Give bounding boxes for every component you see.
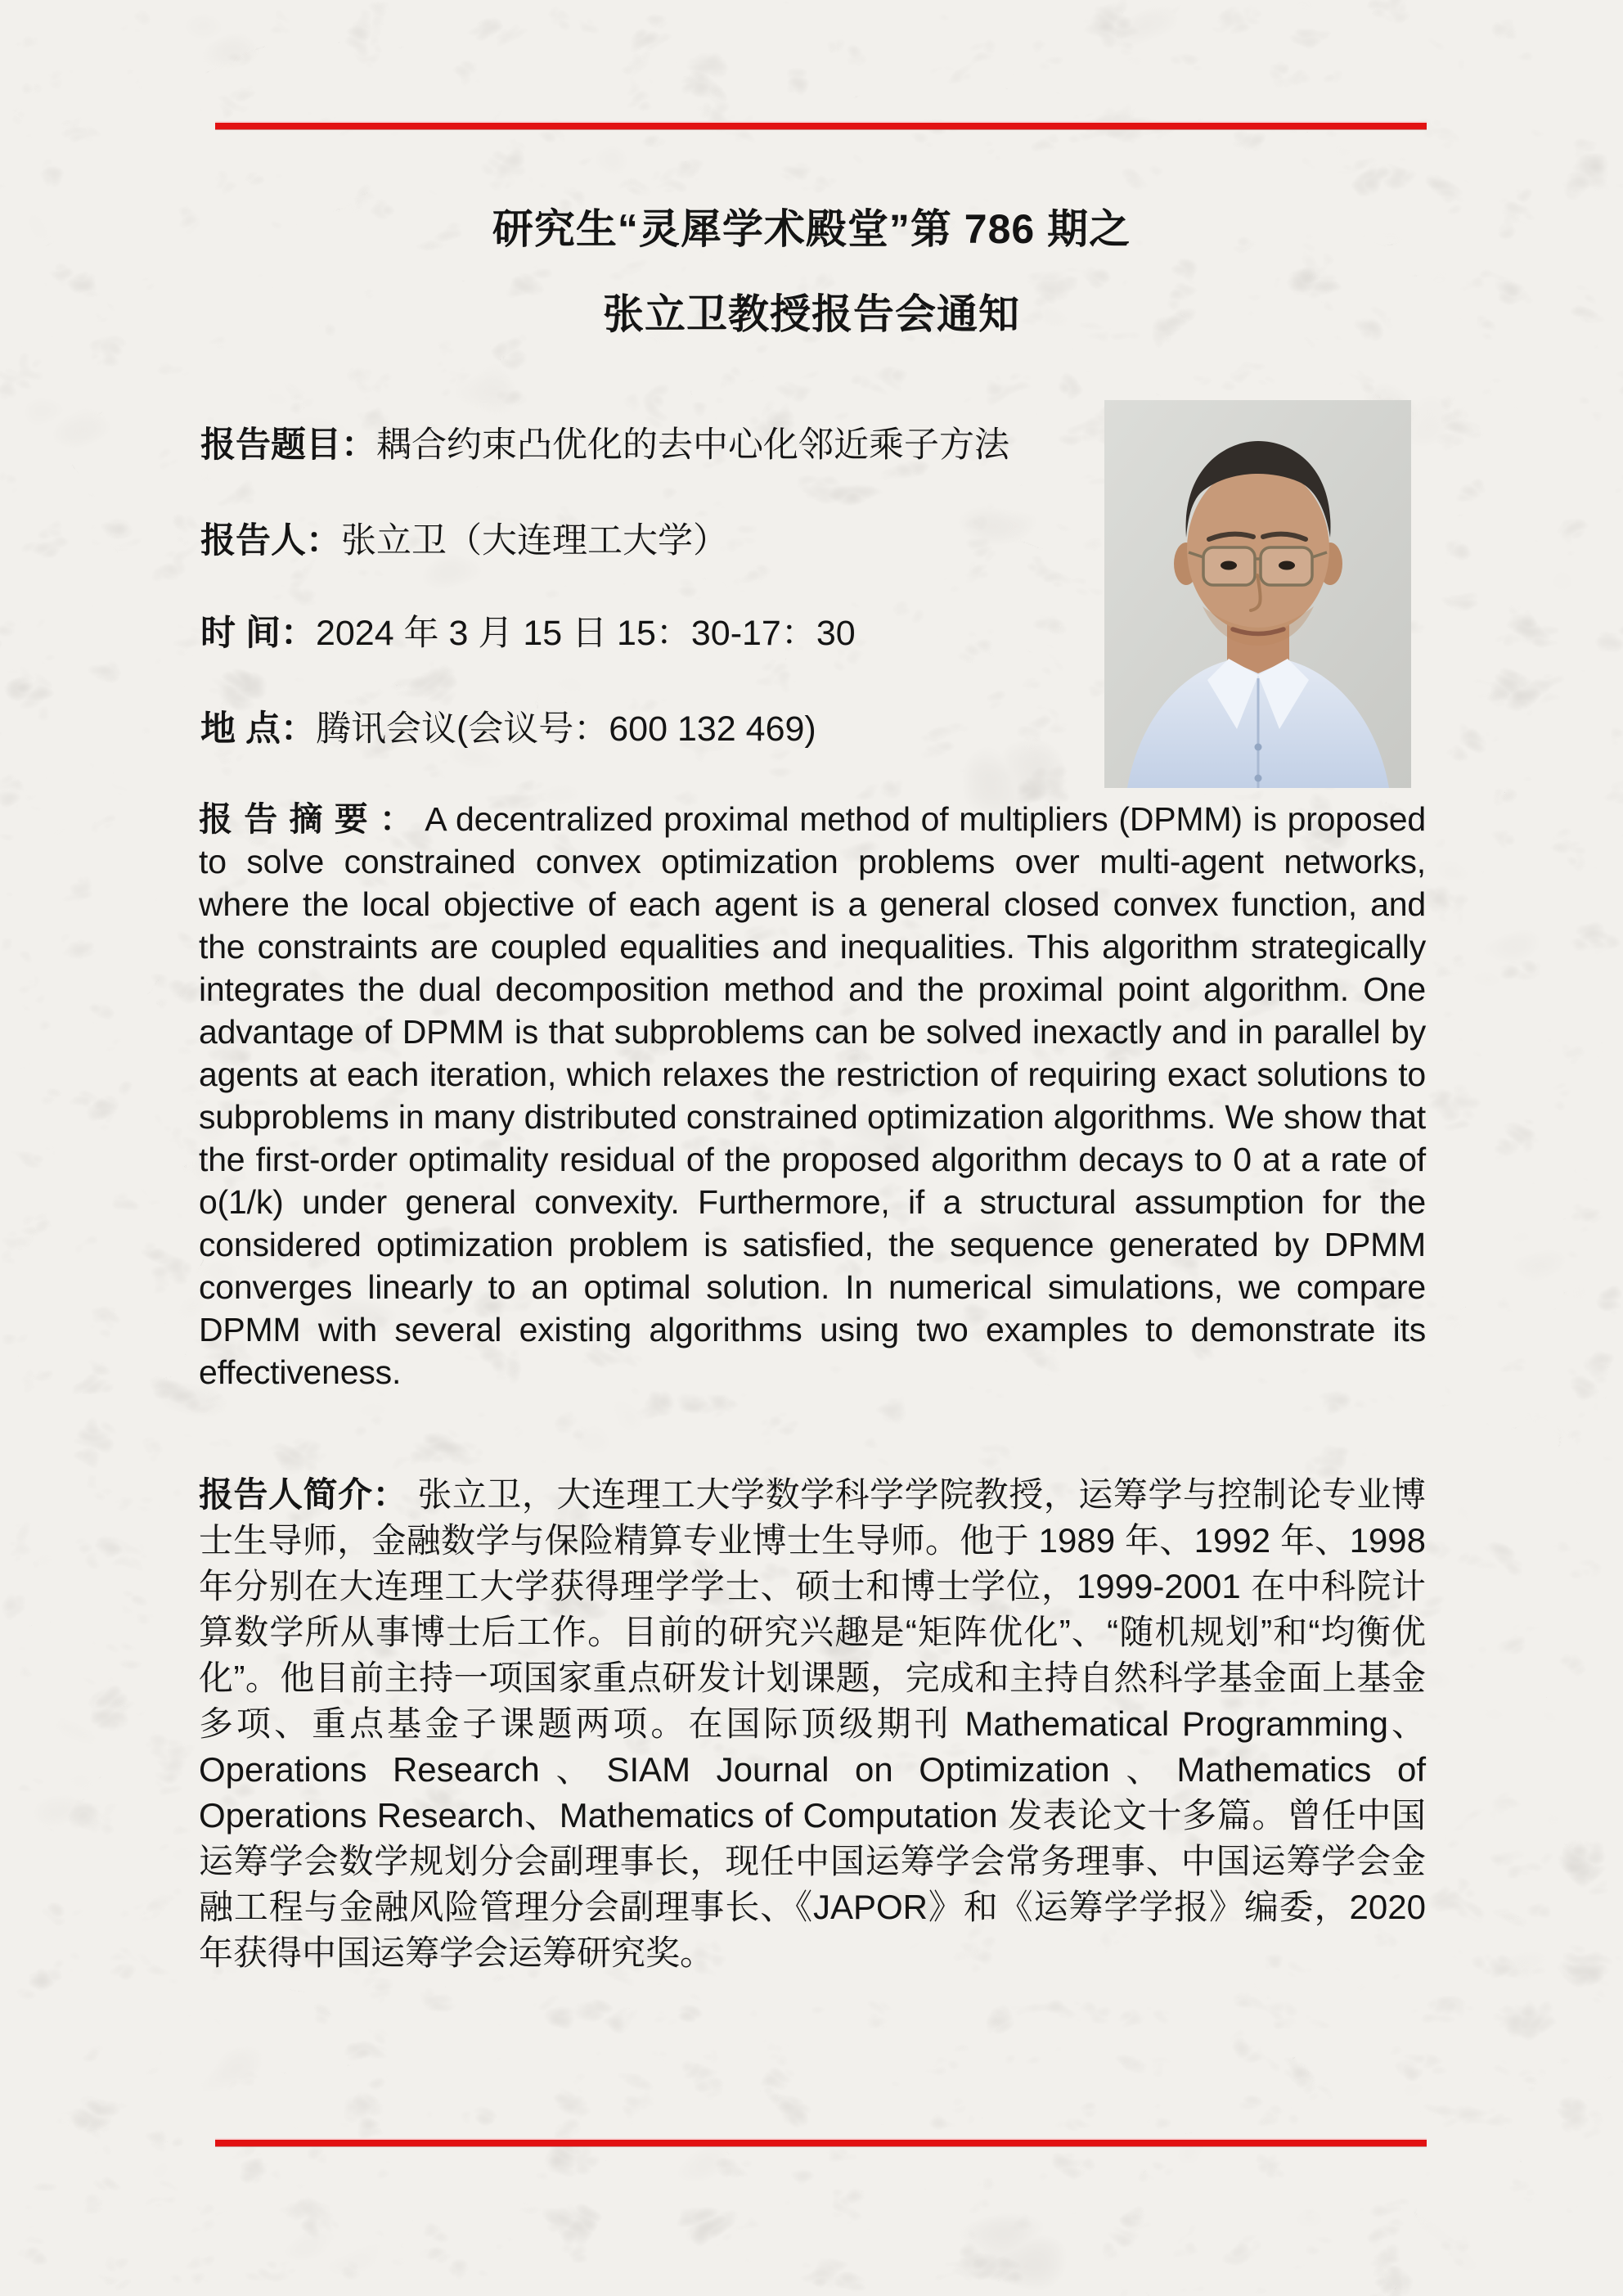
bottom-divider-line xyxy=(215,2138,1427,2146)
report-time-row xyxy=(200,606,1084,655)
report-topic-row xyxy=(200,417,1084,467)
speaker-portrait-illustration xyxy=(1104,400,1411,788)
report-topic-label: 报告题目： xyxy=(200,425,376,465)
report-venue-value: 腾讯会议(会议号：600 132 469) xyxy=(315,709,816,749)
abstract-paragraph xyxy=(199,798,1426,1393)
abstract-label: 报 告 摘 要 ： xyxy=(199,800,415,838)
speaker-photo xyxy=(1104,400,1411,788)
bio-text: 张立卫，大连理工大学数学科学学院教授，运筹学与控制论专业博士生导师，金融数学与保险精算专业博士生导师。他于 1989 年、1992 年、1998 年分别在大连理工大学获得理学学士、硕士和博士学位，1999-2001 在中科院计算数学所从事博士后工作。目前的研究兴趣是“矩阵优化”、“随机规划”和“均衡优化”。他目前主持一项国家重点研发计划课题，完成和主持自然科学基金面上基金多项、重点基金子课题两项。在国际顶级期刊 Mathematical Programming、Operations Research、SIAM Journal on Optimization、Mathematics of Operations Research、Mathematics of Computation 发表论文十多篇。曾任中国运筹学会数学规划分会副理事长，现任中国运筹学会常务理事、中国运筹学会金融工程与金融风险管理分会副理事长、《JAPOR》和《运筹学学报》编委，2020 年获得中国运筹学会运筹研究奖。 xyxy=(199,1475,1426,1972)
report-speaker-row xyxy=(200,513,1084,563)
page-title-line2: 张立卫教授报告会通知 xyxy=(603,291,1020,337)
bio-paragraph xyxy=(199,1472,1426,1976)
bio-label: 报告人简介： xyxy=(199,1475,408,1514)
report-time-value: 2024 年 3 月 15 日 15：30-17：30 xyxy=(315,614,856,653)
page-title-line1: 研究生“灵犀学术殿堂”第 786 期之 xyxy=(492,206,1131,252)
report-venue-label: 地 点： xyxy=(200,709,316,749)
report-venue-row xyxy=(200,701,1084,751)
report-speaker-value: 张立卫（大连理工大学） xyxy=(341,521,728,560)
report-speaker-label: 报告人： xyxy=(200,521,341,560)
top-divider-line xyxy=(215,121,1427,129)
abstract-text: A decentralized proximal method of multipliers (DPMM) is proposed to solve constrained convex optimization problems over multi-agent networks, where the local objective of each agent is a general closed convex function, and the constraints are coupled equalities and inequalities. This algorithm strategically integrates the dual decomposition method and the proximal point algorithm. One advantage of DPMM is that subproblems can be solved inexactly and in parallel by agents at each iteration, which relaxes the restriction of requiring exact solutions to subproblems in many distributed constrained optimization algorithms. We show that the first-order optimality residual of the proposed algorithm decays to 0 at a rate of o(1/k) under general convexity. Furthermore, if a structural assumption for the considered optimization problem is satisfied, the sequence generated by DPMM converges linearly to an optimal solution. In numerical simulations, we compare DPMM with several existing algorithms using two examples to demonstrate its effectiveness. xyxy=(199,800,1426,1391)
report-time-label: 时 间： xyxy=(200,614,316,653)
report-topic-value: 耦合约束凸优化的去中心化邻近乘子方法 xyxy=(376,425,1009,465)
